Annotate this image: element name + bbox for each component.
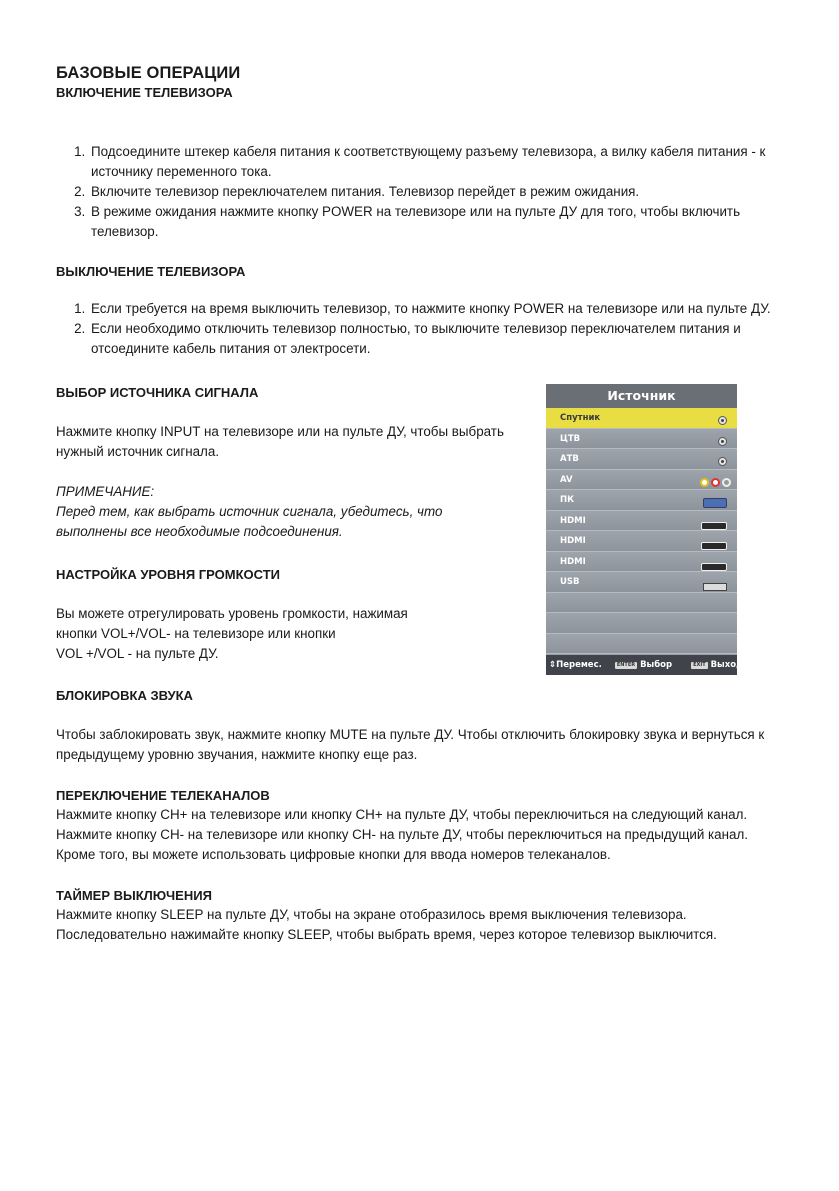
menu-item-atv[interactable] xyxy=(546,449,737,470)
menu-item-satellite[interactable] xyxy=(546,408,737,429)
menu-item-label: Спутник xyxy=(560,413,601,423)
up-down-arrows-icon: ⇕ xyxy=(549,660,557,670)
list-item: 3. В режиме ожидания нажмите кнопку POWER на телевизоре или на пульте ДУ для того, чтобы включить телевизор. xyxy=(89,202,786,242)
menu-item-pc[interactable] xyxy=(546,490,737,511)
menu-empty-row xyxy=(546,634,737,655)
volume-line-3: VOL +/VOL - на пульте ДУ. xyxy=(56,646,219,661)
heading-power-on: ВКЛЮЧЕНИЕ ТЕЛЕВИЗОРА xyxy=(56,85,233,100)
menu-item-dtv[interactable] xyxy=(546,429,737,450)
power-off-list xyxy=(56,299,786,359)
heading-power-off: ВЫКЛЮЧЕНИЕ ТЕЛЕВИЗОРА xyxy=(56,264,246,279)
note-label: ПРИМЕЧАНИЕ: xyxy=(56,484,155,499)
menu-item-label: HDMI xyxy=(560,515,586,526)
menu-item-label: АТВ xyxy=(560,454,579,464)
page-title: БАЗОВЫЕ ОПЕРАЦИИ xyxy=(56,64,241,82)
menu-footer xyxy=(546,655,743,675)
footer-exit-label: Выход xyxy=(710,660,743,670)
menu-item-label: USB xyxy=(560,577,580,587)
note-text: Перед тем, как выбрать источник сигнала, убедитесь, что выполнены все необходимые подсоединения. xyxy=(56,504,443,539)
menu-empty-row xyxy=(546,593,737,614)
footer-move-label: Перемес. xyxy=(556,660,602,670)
heading-channels: ПЕРЕКЛЮЧЕНИЕ ТЕЛЕКАНАЛОВ xyxy=(56,788,270,803)
menu-title: Источник xyxy=(546,384,737,408)
enter-key-icon: ENTER xyxy=(616,662,636,668)
mute-text: Чтобы заблокировать звук, нажмите кнопку MUTE на пульте ДУ. Чтобы отключить блокировку звука и вернуться к предыдущему уровню звучания, нажмите кнопку еще раз. xyxy=(56,727,765,762)
menu-item-hdmi-1[interactable] xyxy=(546,511,737,532)
heading-sleep: ТАЙМЕР ВЫКЛЮЧЕНИЯ xyxy=(56,888,212,903)
heading-source: ВЫБОР ИСТОЧНИКА СИГНАЛА xyxy=(56,385,259,400)
menu-item-label: AV xyxy=(560,474,573,485)
sleep-text: Нажмите кнопку SLEEP на пульте ДУ, чтобы на экране отобразилось время выключения телевизора. Последовательно нажимайте кнопку SLEEP, чтобы выбрать время, через которое телевизор выключится. xyxy=(56,907,717,942)
list-item: 1. Подсоедините штекер кабеля питания к соответствующему разъему телевизора, а вилку кабеля питания - к источнику переменного тока. xyxy=(89,142,786,182)
menu-item-hdmi-2[interactable] xyxy=(546,531,737,552)
volume-line-2: кнопки VOL+/VOL- на телевизоре или кнопки xyxy=(56,626,336,641)
channels-text: Нажмите кнопку CH+ на телевизоре или кнопку CH+ на пульте ДУ, чтобы переключиться на следующий канал. Нажмите кнопку CH- на телевизоре или кнопку CH- на пульте ДУ, чтобы переключиться на предыдущий канал. Кроме того, вы можете использовать цифровые кнопки для ввода номеров телеканалов. xyxy=(56,807,748,862)
source-menu xyxy=(546,384,743,675)
menu-item-hdmi-3[interactable] xyxy=(546,552,737,573)
menu-item-label: HDMI xyxy=(560,556,586,567)
menu-item-usb[interactable] xyxy=(546,572,737,593)
heading-mute: БЛОКИРОВКА ЗВУКА xyxy=(56,688,193,703)
heading-volume: НАСТРОЙКА УРОВНЯ ГРОМКОСТИ xyxy=(56,567,280,582)
source-text: Нажмите кнопку INPUT на телевизоре или на пульте ДУ, чтобы выбрать нужный источник сигнала. xyxy=(56,424,504,459)
menu-item-label: ПК xyxy=(560,495,575,505)
list-item: 2. Включите телевизор переключателем питания. Телевизор перейдет в режим ожидания. xyxy=(89,182,786,202)
list-item: 1. Если требуется на время выключить телевизор, то нажмите кнопку POWER на телевизоре или на пульте ДУ. xyxy=(89,299,786,319)
power-on-list xyxy=(56,142,786,242)
list-item: 2. Если необходимо отключить телевизор полностью, то выключите телевизор переключателем питания и отсоедините кабель питания от электросети. xyxy=(89,319,786,359)
footer-select-label: Выбор xyxy=(640,660,673,670)
menu-item-av[interactable] xyxy=(546,470,737,491)
menu-empty-row xyxy=(546,613,737,634)
exit-key-icon: EXIT xyxy=(693,662,706,668)
menu-item-label: HDMI xyxy=(560,536,586,546)
volume-line-1: Вы можете отрегулировать уровень громкости, нажимая xyxy=(56,606,408,621)
menu-item-label: ЦТВ xyxy=(560,433,581,444)
